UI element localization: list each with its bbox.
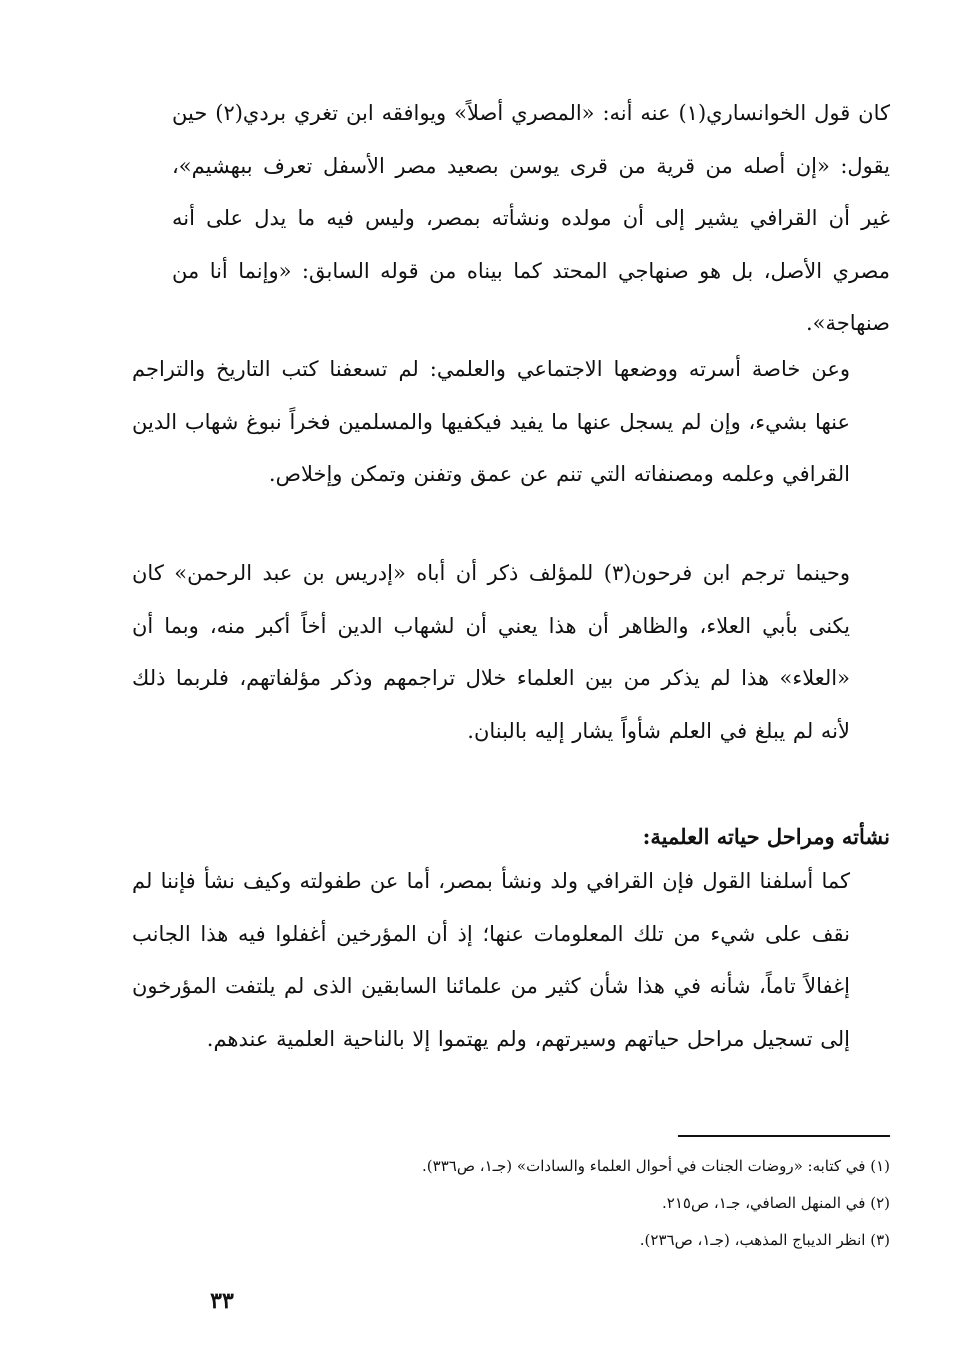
paragraph-father: وحينما ترجم ابن فرحون(٣) للمؤلف ذكر أن أباه «إدريس بن عبد الرحمن» كان يكنى بأبي العلاء، والظاهر أن هذا يعني أن لشهاب الدين أخاً أكبر منه، وبما أن «العلاء» هذا لم يذكر من بين العلماء خلال تراجمهم وذكر مؤلفاتهم، فلربما ذلك لأنه لم يبلغ في العلم شأواً يشار إليه بالبنان. xyxy=(132,561,850,743)
page-number: ٣٣ xyxy=(210,1288,234,1314)
footnote-1: (١) في كتابه: «روضات الجنات في أحوال العلماء والسادات» (جـ١، ص٣٣٦). xyxy=(422,1157,890,1175)
paragraph-origin: كان قول الخوانساري(١) عنه أنه: «المصري أصلاً» ويوافقه ابن تغري بردي(٢) حين يقول: «إن أصله من قرية من قرى يوسن بصعيد مصر الأسفل تعرف ببهشيم»، غير أن القرافي يشير إلى أن مولده ونشأته بمصر، وليس فيه ما يدل على أنه مصري الأصل، بل هو صنهاجي المحتد كما بيناه من قوله السابق: «وإنما أنا من صنهاجة». xyxy=(172,101,890,335)
paragraph-family: وعن خاصة أسرته ووضعها الاجتماعي والعلمي: لم تسعفنا كتب التاريخ والتراجم عنها بشيء، وإن لم يسجل عنها ما يفيد فيكفيها والمسلمين فخراً نبوغ شهاب الدين القرافي وعلمه ومصنفاته التي تنم عن عمق وتفنن وتمكن وإخلاص. xyxy=(132,357,850,486)
paragraph-upbringing: كما أسلفنا القول فإن القرافي ولد ونشأ بمصر، أما عن طفولته وكيف نشأ فإننا لم نقف على شيء من تلك المعلومات عنها؛ إذ أن المؤرخين أغفلوا فيه هذا الجانب إغفالاً تاماً، شأنه في هذا شأن كثير من علمائنا السابقين الذى لم يلتفت المؤرخون إلى تسجيل مراحل حياتهم وسيرتهم، ولم يهتموا إلا بالناحية العلمية عندهم. xyxy=(132,869,850,1051)
footnotes xyxy=(172,1148,890,1259)
footnote-2: (٢) في المنهل الصافي، جـ١، ص٢١٥. xyxy=(662,1194,890,1212)
footnote-3: (٣) انظر الديباج المذهب، (جـ١، ص٢٣٦). xyxy=(639,1231,890,1249)
section-heading: نشأته ومراحل حياته العلمية: xyxy=(642,824,890,850)
footnote-divider xyxy=(678,1135,890,1137)
